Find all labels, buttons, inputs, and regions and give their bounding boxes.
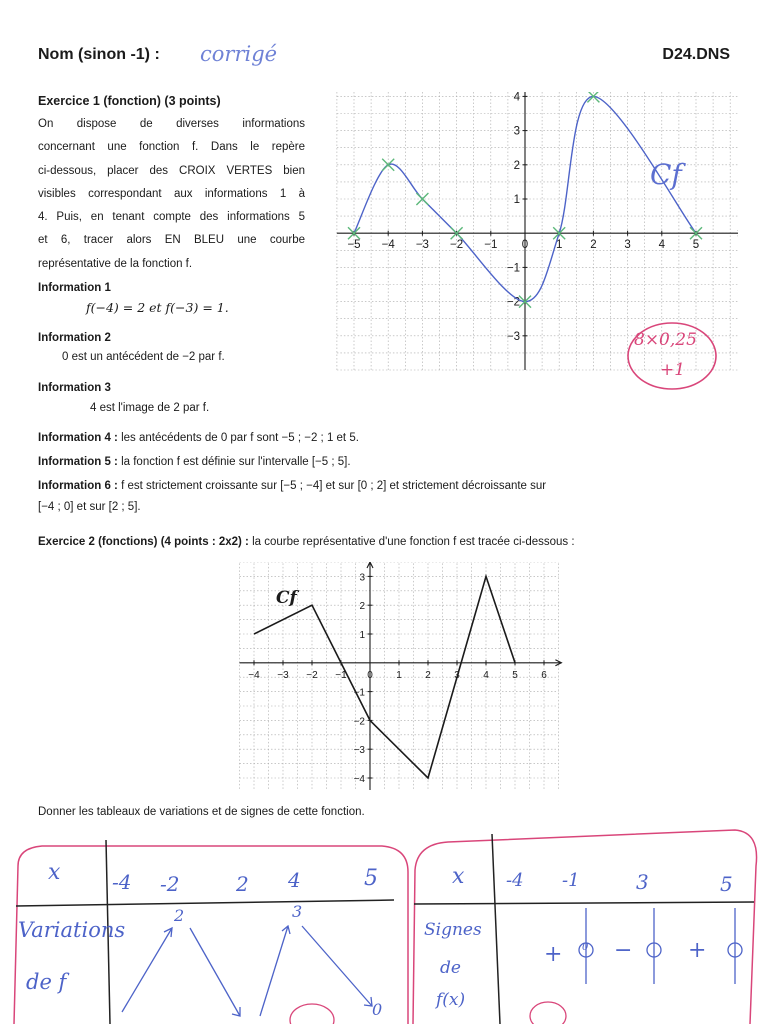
sign-row-label: Signes	[424, 920, 482, 940]
intro-line: ci-dessous, placer des CROIX VERTES bien	[38, 164, 305, 177]
exercise2-statement: la courbe représentative d'une fonction f est tracée ci-dessous :	[252, 536, 575, 548]
variation-x-value: -2	[160, 872, 180, 896]
x-tick-label: 5	[512, 669, 518, 681]
info4-label: Information 4 :	[38, 432, 118, 444]
info3-text: 4 est l'image de 2 par f.	[90, 402, 210, 414]
exercise2-question: Donner les tableaux de variations et de signes de cette fonction.	[38, 806, 365, 818]
x-tick-label: 4	[658, 239, 666, 252]
variation-peak-value: 2	[174, 906, 185, 925]
grading-note-score: 8×0,25	[634, 330, 697, 350]
x-tick-label: −4	[248, 669, 260, 681]
sign-x-value: 5	[720, 872, 733, 896]
sign-value: +	[544, 942, 563, 967]
sign-value: +	[688, 938, 707, 963]
curve-label-cf: Cf	[650, 158, 682, 191]
info4	[38, 432, 359, 444]
y-tick-label: 2	[513, 159, 520, 172]
y-tick-label: 2	[359, 601, 365, 613]
exercise2-curve-label: Cf	[276, 588, 297, 608]
intro-line: représentative de la fonction f.	[38, 257, 193, 270]
intro-line: visibles correspondant aux informations 1 à	[38, 187, 305, 200]
variation-x-label: x	[48, 860, 61, 885]
x-tick-label: −3	[277, 669, 289, 681]
y-tick-label: 1	[359, 630, 365, 641]
y-tick-label: −2	[353, 716, 365, 728]
x-tick-label: 5	[692, 239, 700, 252]
exercise1-title: Exercice 1 (fonction) (3 points)	[38, 94, 221, 108]
handwritten-name: corrigé	[200, 42, 278, 66]
variation-x-value: -4	[112, 870, 132, 894]
x-tick-label: 2	[425, 669, 431, 681]
y-tick-label: −2	[506, 296, 520, 309]
info6-label: Information 6 :	[38, 480, 118, 492]
variation-x-value: 5	[364, 866, 378, 891]
info3-title: Information 3	[38, 382, 111, 394]
x-tick-label: 1	[396, 669, 402, 681]
variation-peak-value: 3	[292, 902, 303, 921]
x-tick-label: 0	[367, 669, 373, 681]
x-tick-label: 3	[454, 669, 460, 681]
y-tick-label: −1	[506, 262, 520, 275]
sign-x-value: -1	[562, 870, 580, 891]
y-tick-label: −1	[353, 687, 365, 699]
info4-text: les antécédents de 0 par f sont −5 ; −2 ; 1 et 5.	[121, 432, 359, 444]
y-tick-label: 4	[513, 92, 520, 104]
y-tick-label: −4	[353, 774, 365, 785]
x-tick-label: 1	[555, 239, 563, 252]
exercise1-intro	[38, 113, 305, 276]
info5	[38, 456, 351, 468]
x-tick-label: 3	[624, 239, 631, 252]
y-tick-label: −3	[353, 745, 365, 757]
y-tick-label: 1	[513, 194, 520, 206]
intro-line: et 6, tracer alors EN BLEU une courbe	[38, 234, 305, 247]
sign-x-label: x	[452, 864, 465, 889]
sign-x-value: -4	[506, 870, 524, 891]
info6-text-continued: [−4 ; 0] et sur [2 ; 5].	[38, 501, 141, 513]
x-tick-label: 6	[541, 669, 547, 681]
exercise2-title: Exercice 2 (fonctions) (4 points : 2x2) :	[38, 536, 249, 548]
x-tick-label: −1	[335, 669, 347, 681]
info2-title: Information 2	[38, 332, 111, 344]
info6-text: f est strictement croissante sur [−5 ; −4] et sur [0 ; 2] et strictement décroissante sur	[121, 480, 547, 492]
y-tick-label: 3	[513, 125, 520, 138]
variation-x-value: 2	[236, 872, 249, 896]
x-tick-label: −2	[450, 239, 464, 252]
info1-title: Information 1	[38, 282, 111, 294]
intro-line: 4. Puis, en tenant compte des informations 5	[38, 211, 305, 224]
y-tick-label: 3	[359, 572, 365, 584]
exercise2-graph	[218, 562, 564, 790]
sign-x-value: 3	[636, 870, 649, 894]
variation-x-value: 4	[288, 868, 301, 892]
sign-zero-mark: 0	[582, 942, 589, 953]
grading-note-bonus: +1	[660, 360, 686, 380]
info6	[38, 480, 546, 492]
x-tick-label: 0	[521, 239, 529, 252]
x-tick-label: 4	[483, 669, 489, 681]
sign-row-label: f(x)	[436, 990, 466, 1010]
document-code: D24.DNS	[662, 46, 730, 63]
x-tick-label: −5	[347, 239, 361, 252]
x-tick-label: −1	[484, 239, 498, 252]
info2-text: 0 est un antécédent de −2 par f.	[62, 351, 225, 363]
x-tick-label: 2	[590, 239, 597, 252]
x-tick-label: −3	[415, 239, 429, 252]
intro-line: On dispose de diverses informations	[38, 118, 305, 130]
sign-value: −	[614, 938, 633, 963]
exercise2-heading	[38, 536, 575, 548]
variation-end-value: 0	[372, 1000, 383, 1019]
x-tick-label: −4	[381, 239, 395, 252]
sign-row-label: de	[440, 958, 461, 978]
intro-line: concernant une fonction f. Dans le repère	[38, 141, 305, 154]
info5-text: la fonction f est définie sur l'intervalle [−5 ; 5].	[121, 456, 351, 468]
info1-text: f(−4) = 2 et f(−3) = 1.	[86, 300, 229, 315]
variation-row-label: Variations	[18, 918, 126, 942]
variation-row-label: de f	[26, 970, 67, 994]
info5-label: Information 5 :	[38, 456, 118, 468]
y-tick-label: −3	[506, 330, 520, 343]
x-tick-label: −2	[306, 669, 318, 681]
name-label: Nom (sinon -1) :	[38, 46, 160, 63]
